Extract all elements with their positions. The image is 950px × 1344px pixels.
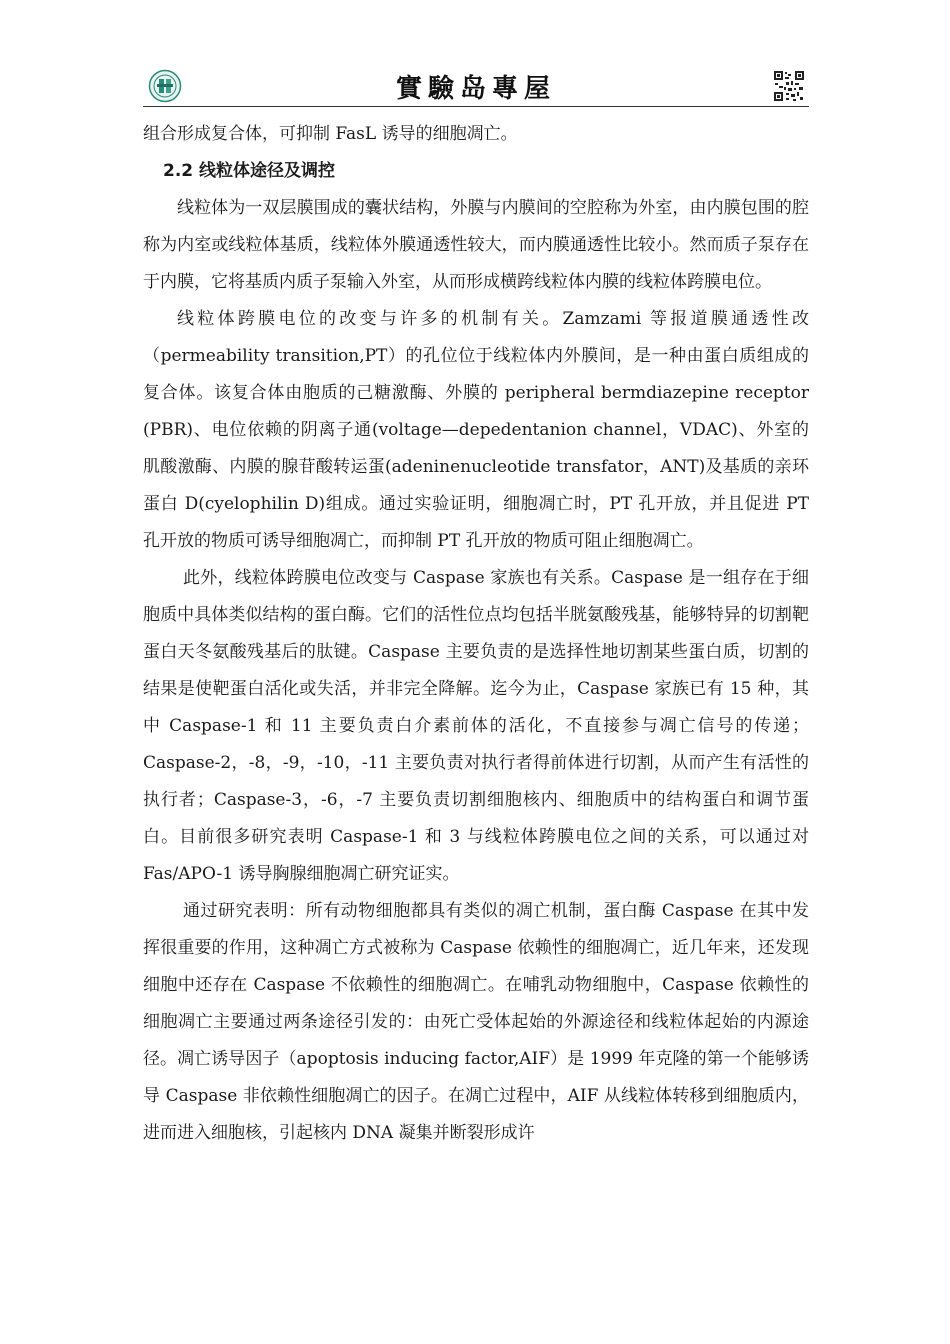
paragraph-caspase-independent: 通过研究表明：所有动物细胞都具有类似的凋亡机制，蛋白酶 Caspase 在其中发挥很重要的作用，这种凋亡方式被称为 Caspase 依赖性的细胞凋亡，近几年来，还发现细胞中还存在 Caspase 不依赖性的细胞凋亡。在哺乳动物细胞中，Caspase 依赖性的细胞凋亡主要通过两条途径引发的：由死亡受体起始的外源途径和线粒体起始的内源途径。凋亡诱导因子（apoptosis inducing factor,AIF）是 1999 年克隆的第一个能够诱导 Caspase 非依赖性细胞凋亡的因子。在凋亡过程中，AIF 从线粒体转移到细胞质内，进而进入细胞核，引起核内 DNA 凝集并断裂形成许 — [143, 901, 809, 1143]
paragraph-caspase-family: 此外，线粒体跨膜电位改变与 Caspase 家族也有关系。Caspase 是一组存在于细胞质中具体类似结构的蛋白酶。它们的活性位点均包括半胱氨酸残基，能够特异的切割靶蛋白天冬氨酸残基后的肽键。Caspase 主要负责的是选择性地切割某些蛋白质，切割的结果是使靶蛋白活化或失活，并非完全降解。迄今为止，Caspase 家族已有 15 种，其中 Caspase-1 和 11 主要负责白介素前体的活化，不直接参与凋亡信号的传递；Caspase-2，-8，-9，-10，-11 主要负责对执行者得前体进行切割，从而产生有活性的执行者；Caspase-3，-6，-7 主要负责切割细胞核内、细胞质中的结构蛋白和调节蛋白。目前很多研究表明 Caspase-1 和 3 与线粒体跨膜电位之间的关系，可以通过对 Fas/APO-1 诱导胸腺细胞凋亡研究证实。 — [143, 568, 809, 884]
paragraph-continuation: 组合形成复合体，可抑制 FasL 诱导的细胞凋亡。 — [143, 124, 518, 144]
brand-title: 實驗岛專屋 — [395, 74, 556, 104]
paragraph-membrane-potential: 线粒体跨膜电位的改变与许多的机制有关。Zamzami 等报道膜通透性改（permeability transition,PT）的孔位位于线粒体内外膜间，是一种由蛋白质组成的复合体。该复合体由胞质的己糖激酶、外膜的 peripheral bermdiazepine receptor (PBR)、电位依赖的阴离子通(voltage—depedentanion channel，VDAC)、外室的肌酸激酶、内膜的腺苷酸转运蛋(adeninenucleotide transfator，ANT)及基质的亲环蛋白 D(cyelophilin D)组成。通过实验证明，细胞凋亡时，PT 孔开放，并且促进 PT 孔开放的物质可诱导细胞凋亡，而抑制 PT 孔开放的物质可阻止细胞凋亡。 — [143, 309, 809, 551]
qr-code-icon[interactable] — [773, 70, 805, 102]
page-header — [143, 66, 809, 106]
paragraph-mitochondria-structure: 线粒体为一双层膜围成的囊状结构，外膜与内膜间的空腔称为外室，由内膜包围的腔称为内室或线粒体基质，线粒体外膜通透性较大，而内膜通透性比较小。然而质子泵存在于内膜，它将基质内质子泵输入外室，从而形成横跨线粒体内膜的线粒体跨膜电位。 — [143, 198, 809, 292]
section-heading: 2.2 线粒体途径及调控 — [163, 161, 336, 181]
document-body — [143, 116, 809, 1152]
header-divider — [143, 106, 809, 107]
